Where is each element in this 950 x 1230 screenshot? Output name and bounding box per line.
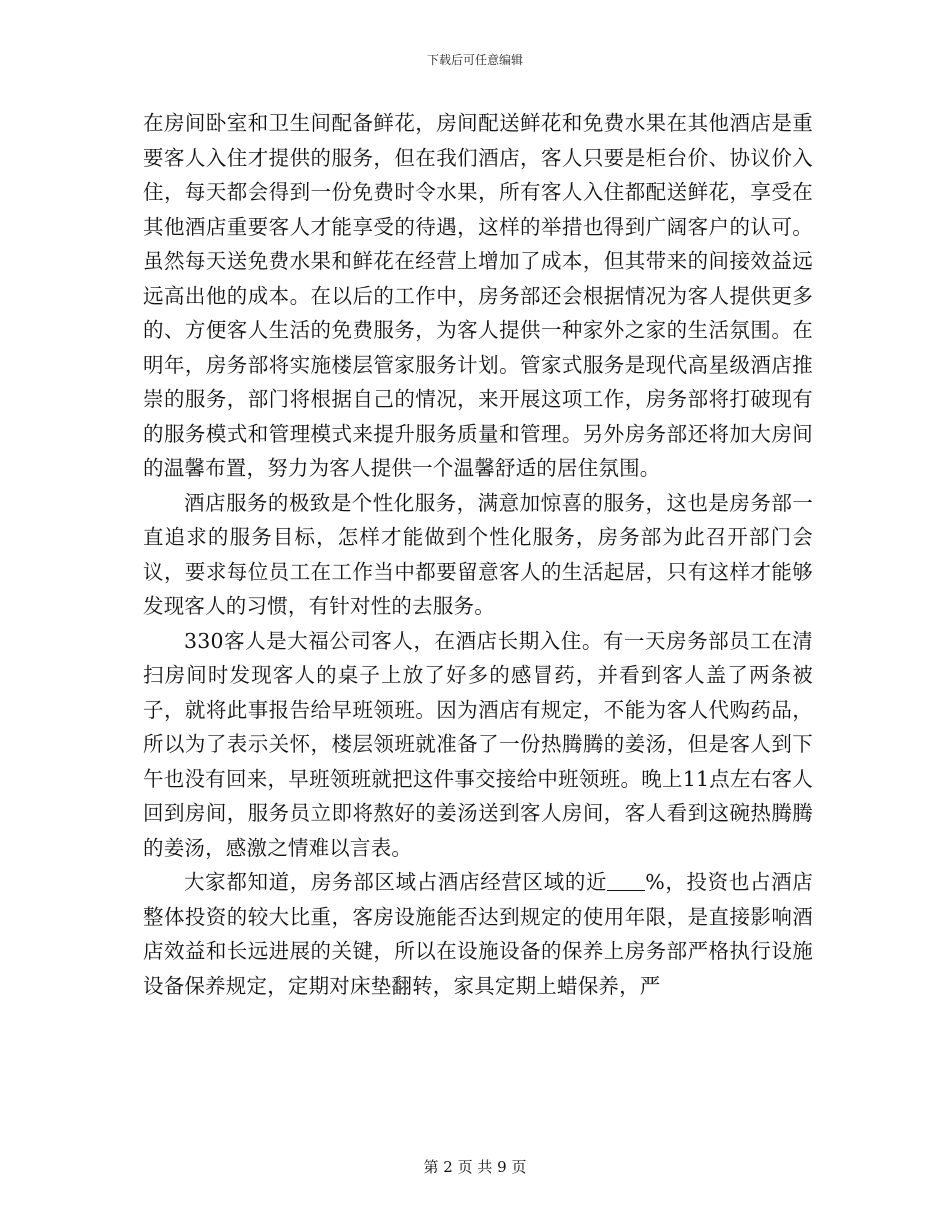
document-body <box>143 106 813 1003</box>
paragraph-text-before-blank: 大家都知道，房务部区域占酒店经营区域的近 <box>184 870 608 894</box>
paragraph-amenities: 在房间卧室和卫生间配备鲜花，房间配送鲜花和免费水果在其他酒店是重要客人入住才提供的服务，但在我们酒店，客人只要是柜台价、协议价入住，每天都会得到一份免费时令水果，所有客人入住都配送鲜花，享受在其他酒店重要客人才能享受的待遇，这样的举措也得到广阔客户的认可。虽然每天送免费水果和鲜花在经营上增加了成本，但其带来的间接效益远远高出他的成本。在以后的工作中，房务部还会根据情况为客人提供更多的、方便客人生活的免费服务，为客人提供一种家外之家的生活氛围。在明年，房务部将实施楼层管家服务计划。管家式服务是现代高星级酒店推崇的服务，部门将根据自己的情况，来开展这项工作，房务部将打破现有的服务模式和管理模式来提升服务质量和管理。另外房务部还将加大房间的温馨布置，努力为客人提供一个温馨舒适的居住氛围。 <box>143 111 813 480</box>
paragraph-personalized-service: 酒店服务的极致是个性化服务，满意加惊喜的服务，这也是房务部一直追求的服务目标，怎样才能做到个性化服务，房务部为此召开部门会议，要求每位员工在工作当中都要留意客人的生活起居，只有这样才能够发现客人的习惯，有针对性的去服务。 <box>143 490 813 618</box>
paragraph-text-after-blank: %，投资也占酒店整体投资的较大比重，客房设施能否达到规定的使用年限，是直接影响酒店效益和长远进展的关键，所以在设施设备的保养上房务部严格执行设施设备保养规定，定期对床垫翻转，家具定期上蜡保养，严 <box>143 870 813 998</box>
paragraph-guest-story: 330客人是大福公司客人，在酒店长期入住。有一天房务部员工在清扫房间时发现客人的桌子上放了好多的感冒药，并看到客人盖了两条被子，就将此事报告给早班领班。因为酒店有规定，不能为客人代购药品，所以为了表示关怀，楼层领班就准备了一份热腾腾的姜汤，但是客人到下午也没有回来，早班领班就把这件事交接给中班领班。晚上11点左右客人回到房间，服务员立即将熬好的姜汤送到客人房间，客人看到这碗热腾腾的姜汤，感激之情难以言表。 <box>143 628 813 860</box>
page-header-note: 下载后可任意编辑 <box>426 53 523 67</box>
page-number-footer: 第 2 页 共 9 页 <box>423 1158 527 1176</box>
fill-in-blank <box>607 872 645 891</box>
paragraph-facility-maintenance <box>143 865 813 1003</box>
